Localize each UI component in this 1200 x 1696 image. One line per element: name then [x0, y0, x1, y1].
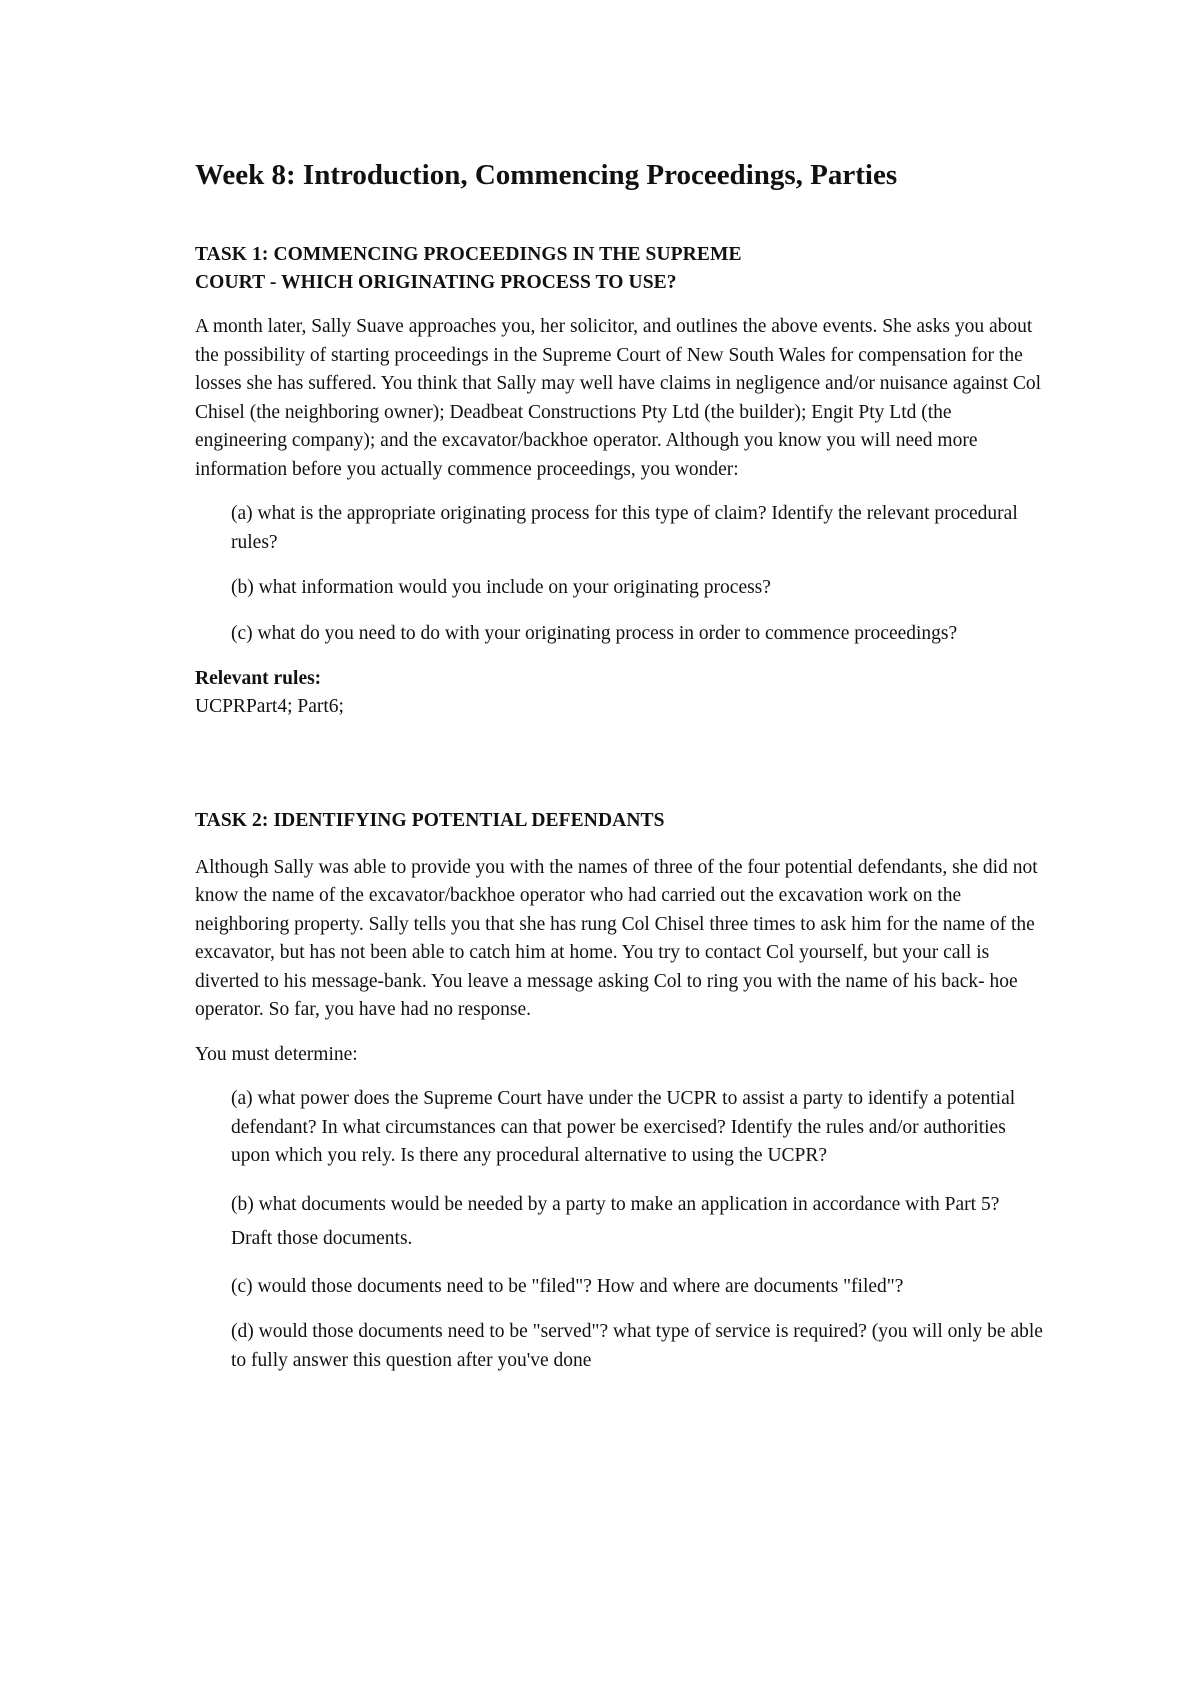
task2-heading: TASK 2: IDENTIFYING POTENTIAL DEFENDANTS — [195, 810, 665, 832]
task1-question-b: (b) what information would you include on your originating process? — [231, 577, 771, 599]
task1-heading — [195, 241, 1045, 298]
task1-question-c: (c) what do you need to do with your originating process in order to commence proceedings? — [231, 622, 958, 644]
relevant-rules — [195, 665, 1045, 721]
task2-question-b: (b) what documents would be needed by a party to make an application in accordance with Part 5? Draft those documents. — [231, 1193, 1000, 1249]
task2-question-a: (a) what power does the Supreme Court have under the UCPR to assist a party to identify a potential defendant? In what circumstances can that power be exercised? Identify the rules and/or authorities upon which you rely. Is there any procedural alternative to using the UCPR? — [231, 1088, 1016, 1167]
task1-intro: A month later, Sally Suave approaches you, her solicitor, and outlines the above events. She asks you about the possibility of starting proceedings in the Supreme Court of New South Wales for compensation for the losses she has suffered. You think that Sally may well have claims in negligence and/or nuisance against Col Chisel (the neighboring owner); Deadbeat Constructions Pty Ltd (the builder); Engit Pty Ltd (the engineering company); and the excavator/backhoe operator. Although you know you will need more information before you actually commence proceedings, you wonder: — [195, 316, 1042, 480]
task2-question-d: (d) would those documents need to be "served"? what type of service is required? (you will only be able to fully answer this question after you've done — [231, 1321, 1043, 1371]
relevant-rules-text: UCPRPart4; Part6; — [195, 696, 344, 718]
task1-question-a: (a) what is the appropriate originating process for this type of claim? Identify the relevant procedural rules? — [231, 503, 1018, 553]
task1-heading-line2: COURT - WHICH ORIGINATING PROCESS TO USE? — [195, 272, 677, 294]
relevant-rules-label: Relevant rules: — [195, 668, 322, 690]
document-content — [195, 150, 1045, 1392]
task1-heading-line1: TASK 1: COMMENCING PROCEEDINGS IN THE SUPREME — [195, 243, 742, 265]
task2-intro: Although Sally was able to provide you with the names of three of the four potential defendants, she did not know the name of the excavator/backhoe operator who had carried out the excavation work on the neighboring property. Sally tells you that she has rung Col Chisel three times to ask him for the name of the excavator, but has not been able to catch him at home. You try to contact Col yourself, but your call is diverted to his message-bank. You leave a message asking Col to ring you with the name of his back- hoe operator. So far, you have had no response. — [195, 856, 1038, 1021]
page-title: Week 8: Introduction, Commencing Proceedings, Parties — [195, 159, 898, 191]
task2-question-c: (c) would those documents need to be "filed"? How and where are documents "filed"? — [231, 1275, 904, 1297]
task2-lead: You must determine: — [195, 1043, 358, 1065]
